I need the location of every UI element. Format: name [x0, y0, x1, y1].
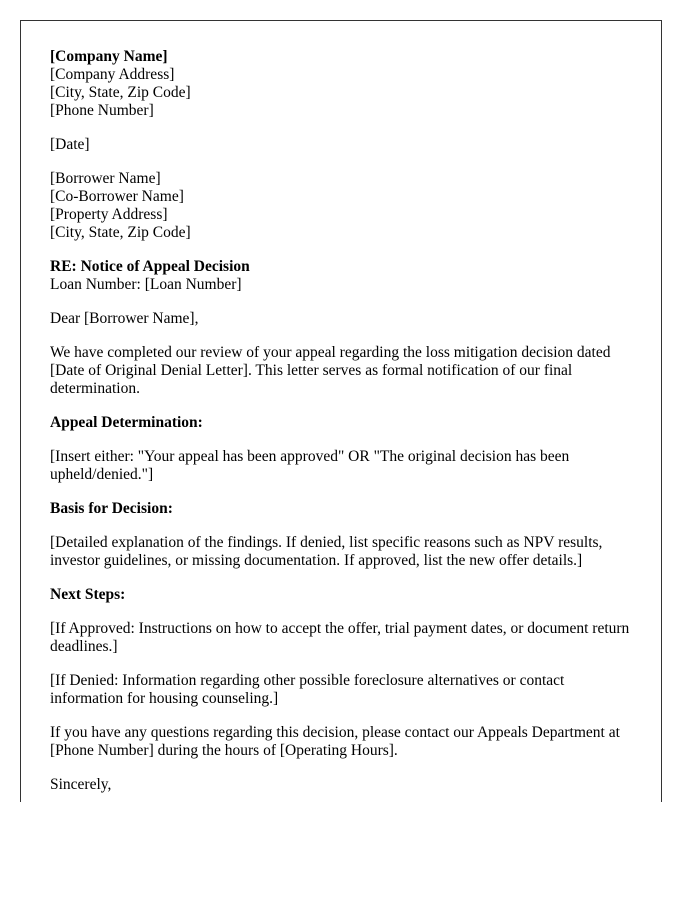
intro-paragraph: We have completed our review of your appeal regarding the loss mitigation decision dated [Date of Original Denial Letter]. This letter serves as formal notification of our final determination. [50, 344, 611, 397]
document-viewport [20, 20, 662, 802]
next-steps-denied-text: [If Denied: Information regarding other possible foreclosure alternatives or contact information for housing counseling.] [50, 672, 565, 707]
borrower-name: [Borrower Name] [50, 170, 161, 187]
loan-number-line: Loan Number: [Loan Number] [50, 276, 242, 293]
recipient-city-state-zip: [City, State, Zip Code] [50, 224, 191, 241]
contact-paragraph: If you have any questions regarding this decision, please contact our Appeals Department at [Phone Number] during the hours of [Operating Hours]. [50, 724, 620, 759]
appeal-determination-heading: Appeal Determination: [50, 414, 203, 431]
subject-re-line: RE: Notice of Appeal Decision [50, 258, 250, 275]
next-steps-approved-text: [If Approved: Instructions on how to accept the offer, trial payment dates, or document return deadlines.] [50, 620, 630, 655]
co-borrower-name: [Co-Borrower Name] [50, 188, 184, 205]
subject-block [50, 258, 632, 294]
sender-block [50, 48, 632, 120]
company-name: [Company Name] [50, 48, 168, 65]
company-phone: [Phone Number] [50, 102, 154, 119]
property-address: [Property Address] [50, 206, 168, 223]
letter-page [20, 20, 662, 802]
next-steps-heading: Next Steps: [50, 586, 126, 603]
basis-for-decision-text: [Detailed explanation of the findings. If denied, list specific reasons such as NPV results, investor guidelines, or missing documentation. If approved, list the new offer details.] [50, 534, 603, 569]
basis-for-decision-heading: Basis for Decision: [50, 500, 173, 517]
letter-date: [Date] [50, 136, 90, 153]
company-city-state-zip: [City, State, Zip Code] [50, 84, 191, 101]
appeal-determination-text: [Insert either: "Your appeal has been approved" OR "The original decision has been upheld/denied."] [50, 448, 570, 483]
salutation: Dear [Borrower Name], [50, 310, 199, 327]
recipient-block [50, 170, 632, 242]
closing: Sincerely, [50, 776, 112, 793]
company-address: [Company Address] [50, 66, 175, 83]
